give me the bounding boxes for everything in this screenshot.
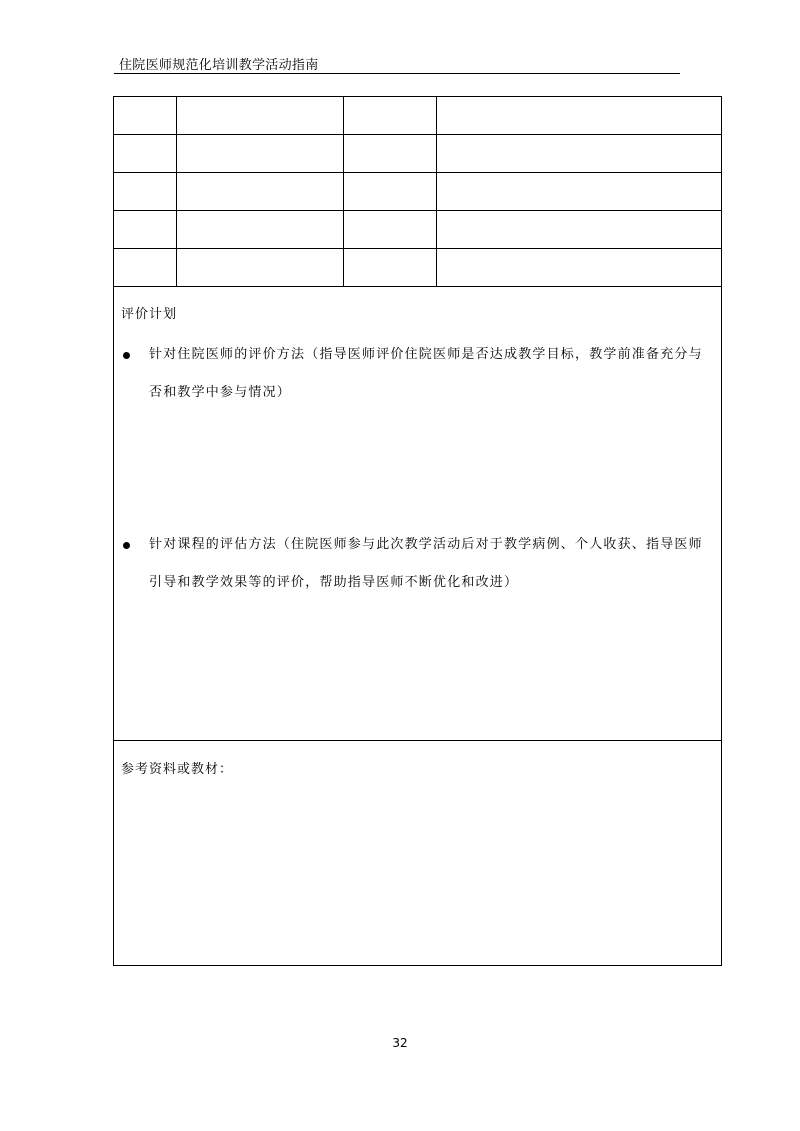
table-cell [114,173,177,210]
evaluation-section [114,289,721,741]
evaluation-title: 评价计划 [121,307,178,322]
table-cell [437,249,723,286]
table-cell [437,135,723,172]
table-cell [437,211,723,248]
evaluation-item-course: 针对课程的评估方法（住院医师参与此次教学活动后对于教学病例、个人收获、指导医师引导和教学效果等的评价，帮助指导医师不断优化和改进） [149,537,703,590]
form-table [113,96,722,966]
table-cell [344,211,437,248]
table-cell [344,249,437,286]
table-row [114,249,721,287]
bullet-icon [123,542,130,549]
header-title: 住院医师规范化培训教学活动指南 [119,58,319,73]
table-cell [114,249,177,286]
table-cell [344,97,437,134]
table-row [114,97,721,135]
evaluation-item-resident: 针对住院医师的评价方法（指导医师评价住院医师是否达成教学目标，教学前准备充分与否和教学中参与情况） [149,347,703,400]
table-cell [344,173,437,210]
table-row [114,135,721,173]
table-cell [177,135,344,172]
page-number: 32 [392,1036,408,1050]
table-cell [177,97,344,134]
bullet-icon [123,352,130,359]
table-cell [344,135,437,172]
table-cell [437,97,723,134]
header-rule [114,73,680,74]
table-cell [177,249,344,286]
table-cell [177,173,344,210]
table-cell [437,173,723,210]
table-cell [114,97,177,134]
references-section [114,741,721,965]
table-row [114,211,721,249]
table-cell [114,211,177,248]
table-cell [177,211,344,248]
references-title: 参考资料或教材： [121,762,234,777]
table-cell [114,135,177,172]
table-row [114,173,721,211]
blank-grid [114,97,721,289]
